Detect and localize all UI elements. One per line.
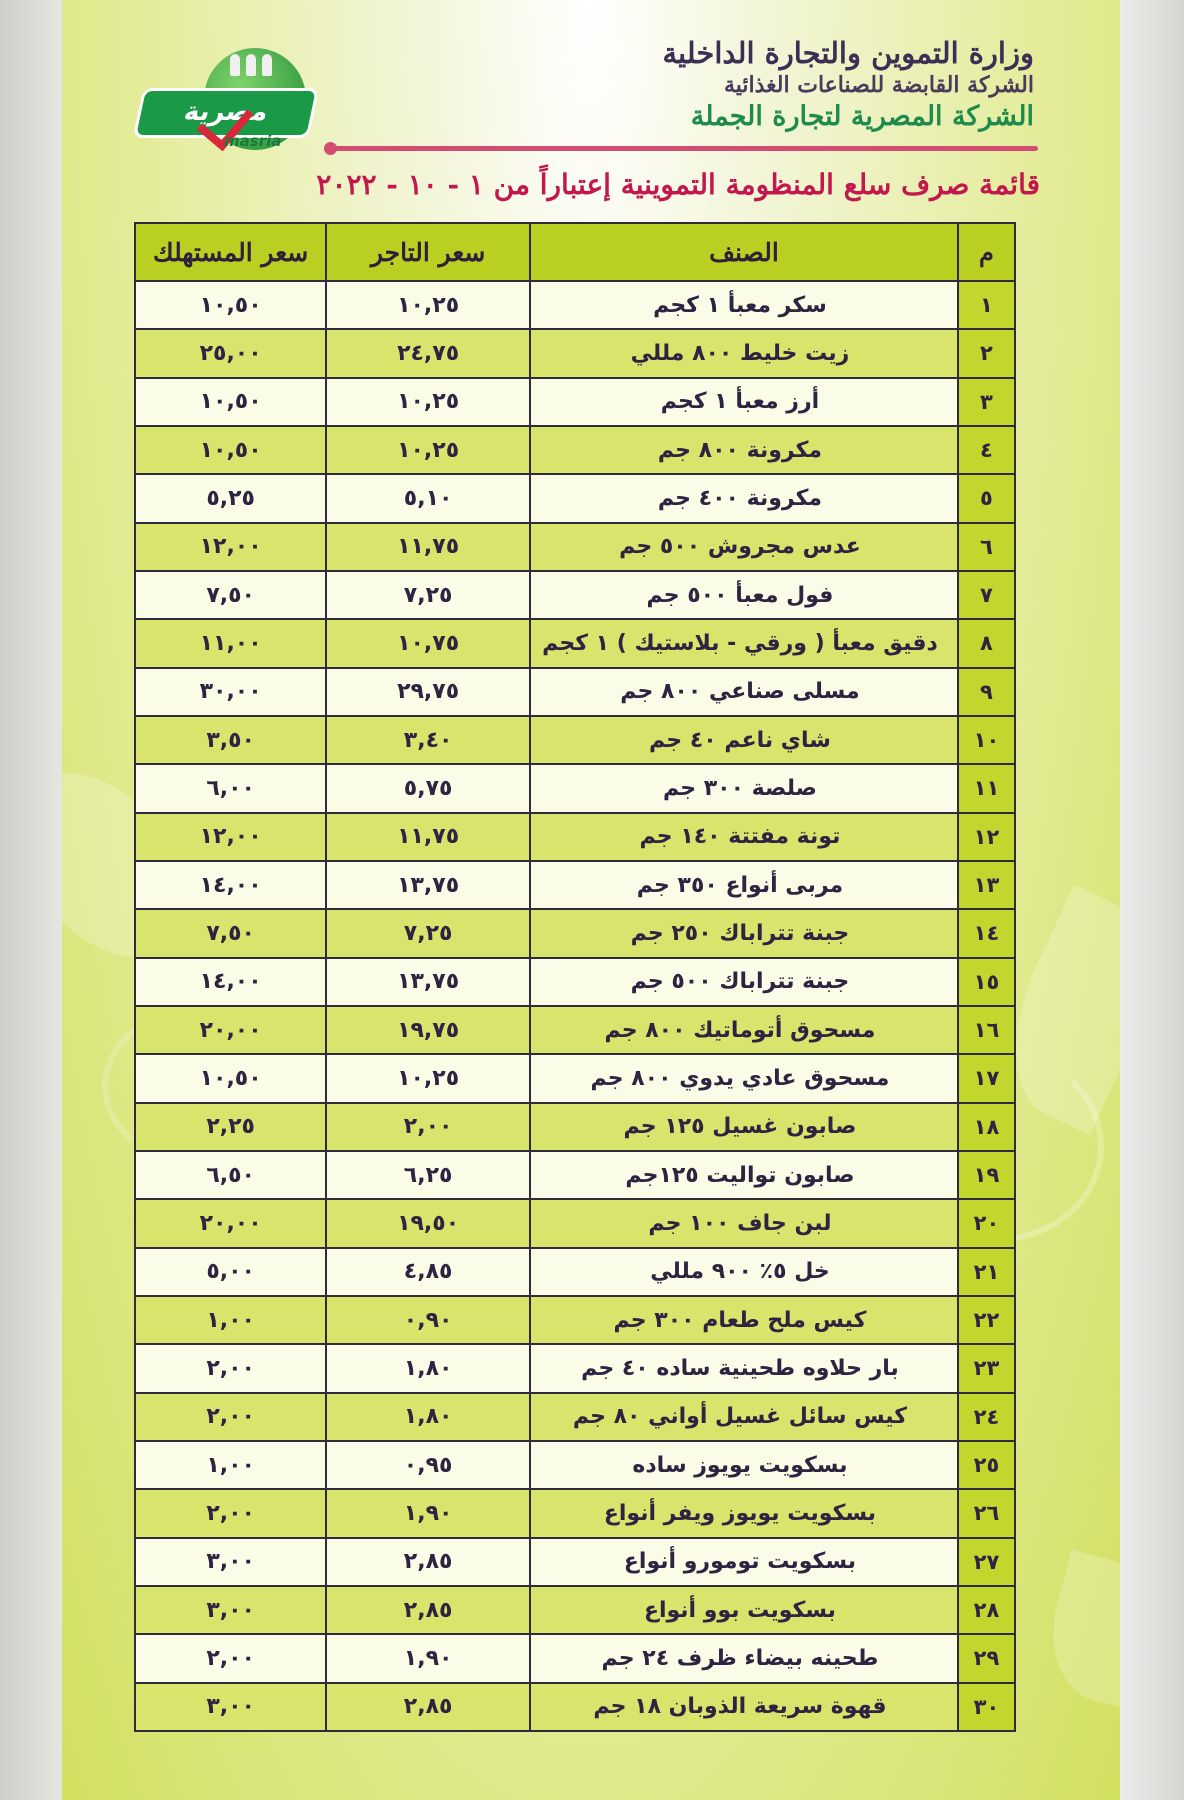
item-name: عدس مجروش ٥٠٠ جم — [530, 523, 958, 571]
table-row — [135, 523, 1015, 571]
item-name: جبنة تتراباك ٢٥٠ جم — [530, 909, 958, 957]
trader-price: ٥,١٠ — [326, 474, 530, 522]
item-name: فول معبأ ٥٠٠ جم — [530, 571, 958, 619]
row-number: ٢٨ — [958, 1586, 1015, 1634]
table-row — [135, 571, 1015, 619]
trader-price: ٣,٤٠ — [326, 716, 530, 764]
row-number: ٢٣ — [958, 1344, 1015, 1392]
trader-price: ١١,٧٥ — [326, 523, 530, 571]
item-name: دقيق معبأ ( ورقي - بلاستيك ) ١ كجم — [530, 619, 958, 667]
table-row — [135, 474, 1015, 522]
row-number: ١٨ — [958, 1103, 1015, 1151]
row-number: ٥ — [958, 474, 1015, 522]
row-number: ١٠ — [958, 716, 1015, 764]
header-trader-price: سعر التاجر — [326, 223, 530, 281]
item-name: لبن جاف ١٠٠ جم — [530, 1199, 958, 1247]
item-name: زيت خليط ٨٠٠ مللي — [530, 329, 958, 377]
header-divider — [332, 146, 1038, 151]
row-number: ٨ — [958, 619, 1015, 667]
trader-price: ١٠,٢٥ — [326, 281, 530, 329]
header-consumer-price: سعر المستهلك — [135, 223, 326, 281]
consumer-price: ٢,٠٠ — [135, 1344, 326, 1392]
table-row — [135, 1683, 1015, 1731]
trader-price: ٧,٢٥ — [326, 571, 530, 619]
row-number: ٢٧ — [958, 1538, 1015, 1586]
row-number: ١٢ — [958, 813, 1015, 861]
item-name: مربى أنواع ٣٥٠ جم — [530, 861, 958, 909]
consumer-price: ٢,٠٠ — [135, 1489, 326, 1537]
consumer-price: ٣,٠٠ — [135, 1538, 326, 1586]
table-row — [135, 426, 1015, 474]
table-row — [135, 909, 1015, 957]
item-name: مكرونة ٨٠٠ جم — [530, 426, 958, 474]
table-row — [135, 1489, 1015, 1537]
row-number: ٢٤ — [958, 1393, 1015, 1441]
trader-price: ١٩,٥٠ — [326, 1199, 530, 1247]
trader-price: ٠,٩٥ — [326, 1441, 530, 1489]
consumer-price: ٢,٢٥ — [135, 1103, 326, 1151]
row-number: ١١ — [958, 764, 1015, 812]
trader-price: ١٠,٢٥ — [326, 1054, 530, 1102]
photo-background-right — [1120, 0, 1184, 1800]
header-text-block — [663, 36, 1035, 134]
row-number: ٢١ — [958, 1248, 1015, 1296]
decorative-leaf — [1036, 1549, 1120, 1710]
trader-price: ٢٤,٧٥ — [326, 329, 530, 377]
table-row — [135, 668, 1015, 716]
consumer-price: ٣,٠٠ — [135, 1586, 326, 1634]
row-number: ١ — [958, 281, 1015, 329]
item-name: بسكويت بوو أنواع — [530, 1586, 958, 1634]
consumer-price: ١٤,٠٠ — [135, 861, 326, 909]
item-name: مسحوق عادي يدوي ٨٠٠ جم — [530, 1054, 958, 1102]
consumer-price: ٦,٥٠ — [135, 1151, 326, 1199]
row-number: ١٣ — [958, 861, 1015, 909]
masria-logo — [138, 48, 318, 154]
trader-price: ١,٨٠ — [326, 1393, 530, 1441]
row-number: ٣ — [958, 378, 1015, 426]
consumer-price: ١٠,٥٠ — [135, 378, 326, 426]
table-row — [135, 764, 1015, 812]
row-number: ٦ — [958, 523, 1015, 571]
header-item: الصنف — [530, 223, 958, 281]
table-row — [135, 1248, 1015, 1296]
trader-price: ١٣,٧٥ — [326, 958, 530, 1006]
table-row — [135, 1296, 1015, 1344]
consumer-price: ٦,٠٠ — [135, 764, 326, 812]
consumer-price: ١١,٠٠ — [135, 619, 326, 667]
item-name: بسكويت تومورو أنواع — [530, 1538, 958, 1586]
trader-price: ٠,٩٠ — [326, 1296, 530, 1344]
item-name: صابون تواليت ١٢٥جم — [530, 1151, 958, 1199]
item-name: خل ٥٪ ٩٠٠ مللي — [530, 1248, 958, 1296]
item-name: بار حلاوه طحينية ساده ٤٠ جم — [530, 1344, 958, 1392]
row-number: ١٥ — [958, 958, 1015, 1006]
header-num: م — [958, 223, 1015, 281]
header-divider-dot — [324, 142, 337, 155]
table-row — [135, 619, 1015, 667]
consumer-price: ١,٠٠ — [135, 1296, 326, 1344]
item-name: مكرونة ٤٠٠ جم — [530, 474, 958, 522]
trader-price: ٢,٨٥ — [326, 1538, 530, 1586]
consumer-price: ١٠,٥٠ — [135, 426, 326, 474]
trader-price: ١٠,٢٥ — [326, 426, 530, 474]
consumer-price: ٥,٢٥ — [135, 474, 326, 522]
trader-price: ٢٩,٧٥ — [326, 668, 530, 716]
row-number: ١٦ — [958, 1006, 1015, 1054]
logo-latin-text: masria — [224, 132, 282, 150]
consumer-price: ٥,٠٠ — [135, 1248, 326, 1296]
trader-price: ١٠,٢٥ — [326, 378, 530, 426]
item-name: أرز معبأ ١ كجم — [530, 378, 958, 426]
table-row — [135, 1586, 1015, 1634]
item-name: شاي ناعم ٤٠ جم — [530, 716, 958, 764]
table-row — [135, 1538, 1015, 1586]
trader-price: ١١,٧٥ — [326, 813, 530, 861]
table-row — [135, 281, 1015, 329]
table-row — [135, 1344, 1015, 1392]
ministry-name: وزارة التموين والتجارة الداخلية — [662, 36, 1034, 70]
consumer-price: ١٠,٥٠ — [135, 281, 326, 329]
row-number: ٧ — [958, 571, 1015, 619]
row-number: ٩ — [958, 668, 1015, 716]
logo-wordmark: مصرية — [133, 88, 320, 138]
item-name: تونة مفتتة ١٤٠ جم — [530, 813, 958, 861]
row-number: ٢٦ — [958, 1489, 1015, 1537]
item-name: قهوة سريعة الذوبان ١٨ جم — [530, 1683, 958, 1731]
row-number: ٢ — [958, 329, 1015, 377]
consumer-price: ٧,٥٠ — [135, 571, 326, 619]
trader-price: ١,٨٠ — [326, 1344, 530, 1392]
price-table — [134, 222, 1016, 1732]
table-row — [135, 1054, 1015, 1102]
logo-figure-icon — [262, 54, 272, 76]
trader-price: ٢,٨٥ — [326, 1586, 530, 1634]
consumer-price: ١٤,٠٠ — [135, 958, 326, 1006]
table-header-row — [135, 223, 1015, 281]
table-row — [135, 1151, 1015, 1199]
trader-price: ١٣,٧٥ — [326, 861, 530, 909]
row-number: ١٩ — [958, 1151, 1015, 1199]
trader-price: ١,٩٠ — [326, 1489, 530, 1537]
row-number: ٢٢ — [958, 1296, 1015, 1344]
logo-figure-icon — [230, 54, 240, 76]
logo-figure-icon — [246, 54, 256, 76]
table-row — [135, 716, 1015, 764]
document-title: قائمة صرف سلع المنظومة التموينية إعتباراً من ١ - ١٠ - ٢٠٢٢ — [316, 168, 1040, 201]
consumer-price: ١٢,٠٠ — [135, 813, 326, 861]
item-name: طحينه بيضاء ظرف ٢٤ جم — [530, 1634, 958, 1682]
item-name: كيس ملح طعام ٣٠٠ جم — [530, 1296, 958, 1344]
trader-price: ٦,٢٥ — [326, 1151, 530, 1199]
item-name: مسلى صناعي ٨٠٠ جم — [530, 668, 958, 716]
trader-price: ١,٩٠ — [326, 1634, 530, 1682]
item-name: جبنة تتراباك ٥٠٠ جم — [530, 958, 958, 1006]
table-row — [135, 1199, 1015, 1247]
row-number: ٤ — [958, 426, 1015, 474]
consumer-price: ٧,٥٠ — [135, 909, 326, 957]
item-name: صابون غسيل ١٢٥ جم — [530, 1103, 958, 1151]
table-row — [135, 861, 1015, 909]
document-header — [62, 0, 1120, 170]
consumer-price: ٢٠,٠٠ — [135, 1199, 326, 1247]
holding-company-name: الشركة القابضة للصناعات الغذائية — [723, 72, 1034, 98]
consumer-price: ٢,٠٠ — [135, 1634, 326, 1682]
consumer-price: ١٢,٠٠ — [135, 523, 326, 571]
consumer-price: ٣,٥٠ — [135, 716, 326, 764]
trader-price: ٥,٧٥ — [326, 764, 530, 812]
trader-price: ١٠,٧٥ — [326, 619, 530, 667]
item-name: كيس سائل غسيل أواني ٨٠ جم — [530, 1393, 958, 1441]
consumer-price: ١,٠٠ — [135, 1441, 326, 1489]
trader-price: ٤,٨٥ — [326, 1248, 530, 1296]
table-row — [135, 1006, 1015, 1054]
trader-price: ٢,٠٠ — [326, 1103, 530, 1151]
table-row — [135, 958, 1015, 1006]
consumer-price: ٢٠,٠٠ — [135, 1006, 326, 1054]
table-row — [135, 1634, 1015, 1682]
item-name: بسكويت يويوز ساده — [530, 1441, 958, 1489]
row-number: ٢٥ — [958, 1441, 1015, 1489]
consumer-price: ٣٠,٠٠ — [135, 668, 326, 716]
company-name: الشركة المصرية لتجارة الجملة — [690, 101, 1034, 132]
row-number: ١٤ — [958, 909, 1015, 957]
consumer-price: ١٠,٥٠ — [135, 1054, 326, 1102]
trader-price: ٧,٢٥ — [326, 909, 530, 957]
row-number: ١٧ — [958, 1054, 1015, 1102]
row-number: ٣٠ — [958, 1683, 1015, 1731]
table-row — [135, 329, 1015, 377]
table-row — [135, 813, 1015, 861]
item-name: بسكويت يويوز ويفر أنواع — [530, 1489, 958, 1537]
item-name: مسحوق أتوماتيك ٨٠٠ جم — [530, 1006, 958, 1054]
row-number: ٢٠ — [958, 1199, 1015, 1247]
table-row — [135, 1393, 1015, 1441]
table-row — [135, 378, 1015, 426]
item-name: سكر معبأ ١ كجم — [530, 281, 958, 329]
trader-price: ١٩,٧٥ — [326, 1006, 530, 1054]
consumer-price: ٢,٠٠ — [135, 1393, 326, 1441]
photo-background-left — [0, 0, 62, 1800]
item-name: صلصة ٣٠٠ جم — [530, 764, 958, 812]
consumer-price: ٢٥,٠٠ — [135, 329, 326, 377]
trader-price: ٢,٨٥ — [326, 1683, 530, 1731]
table-row — [135, 1103, 1015, 1151]
table-row — [135, 1441, 1015, 1489]
consumer-price: ٣,٠٠ — [135, 1683, 326, 1731]
row-number: ٢٩ — [958, 1634, 1015, 1682]
